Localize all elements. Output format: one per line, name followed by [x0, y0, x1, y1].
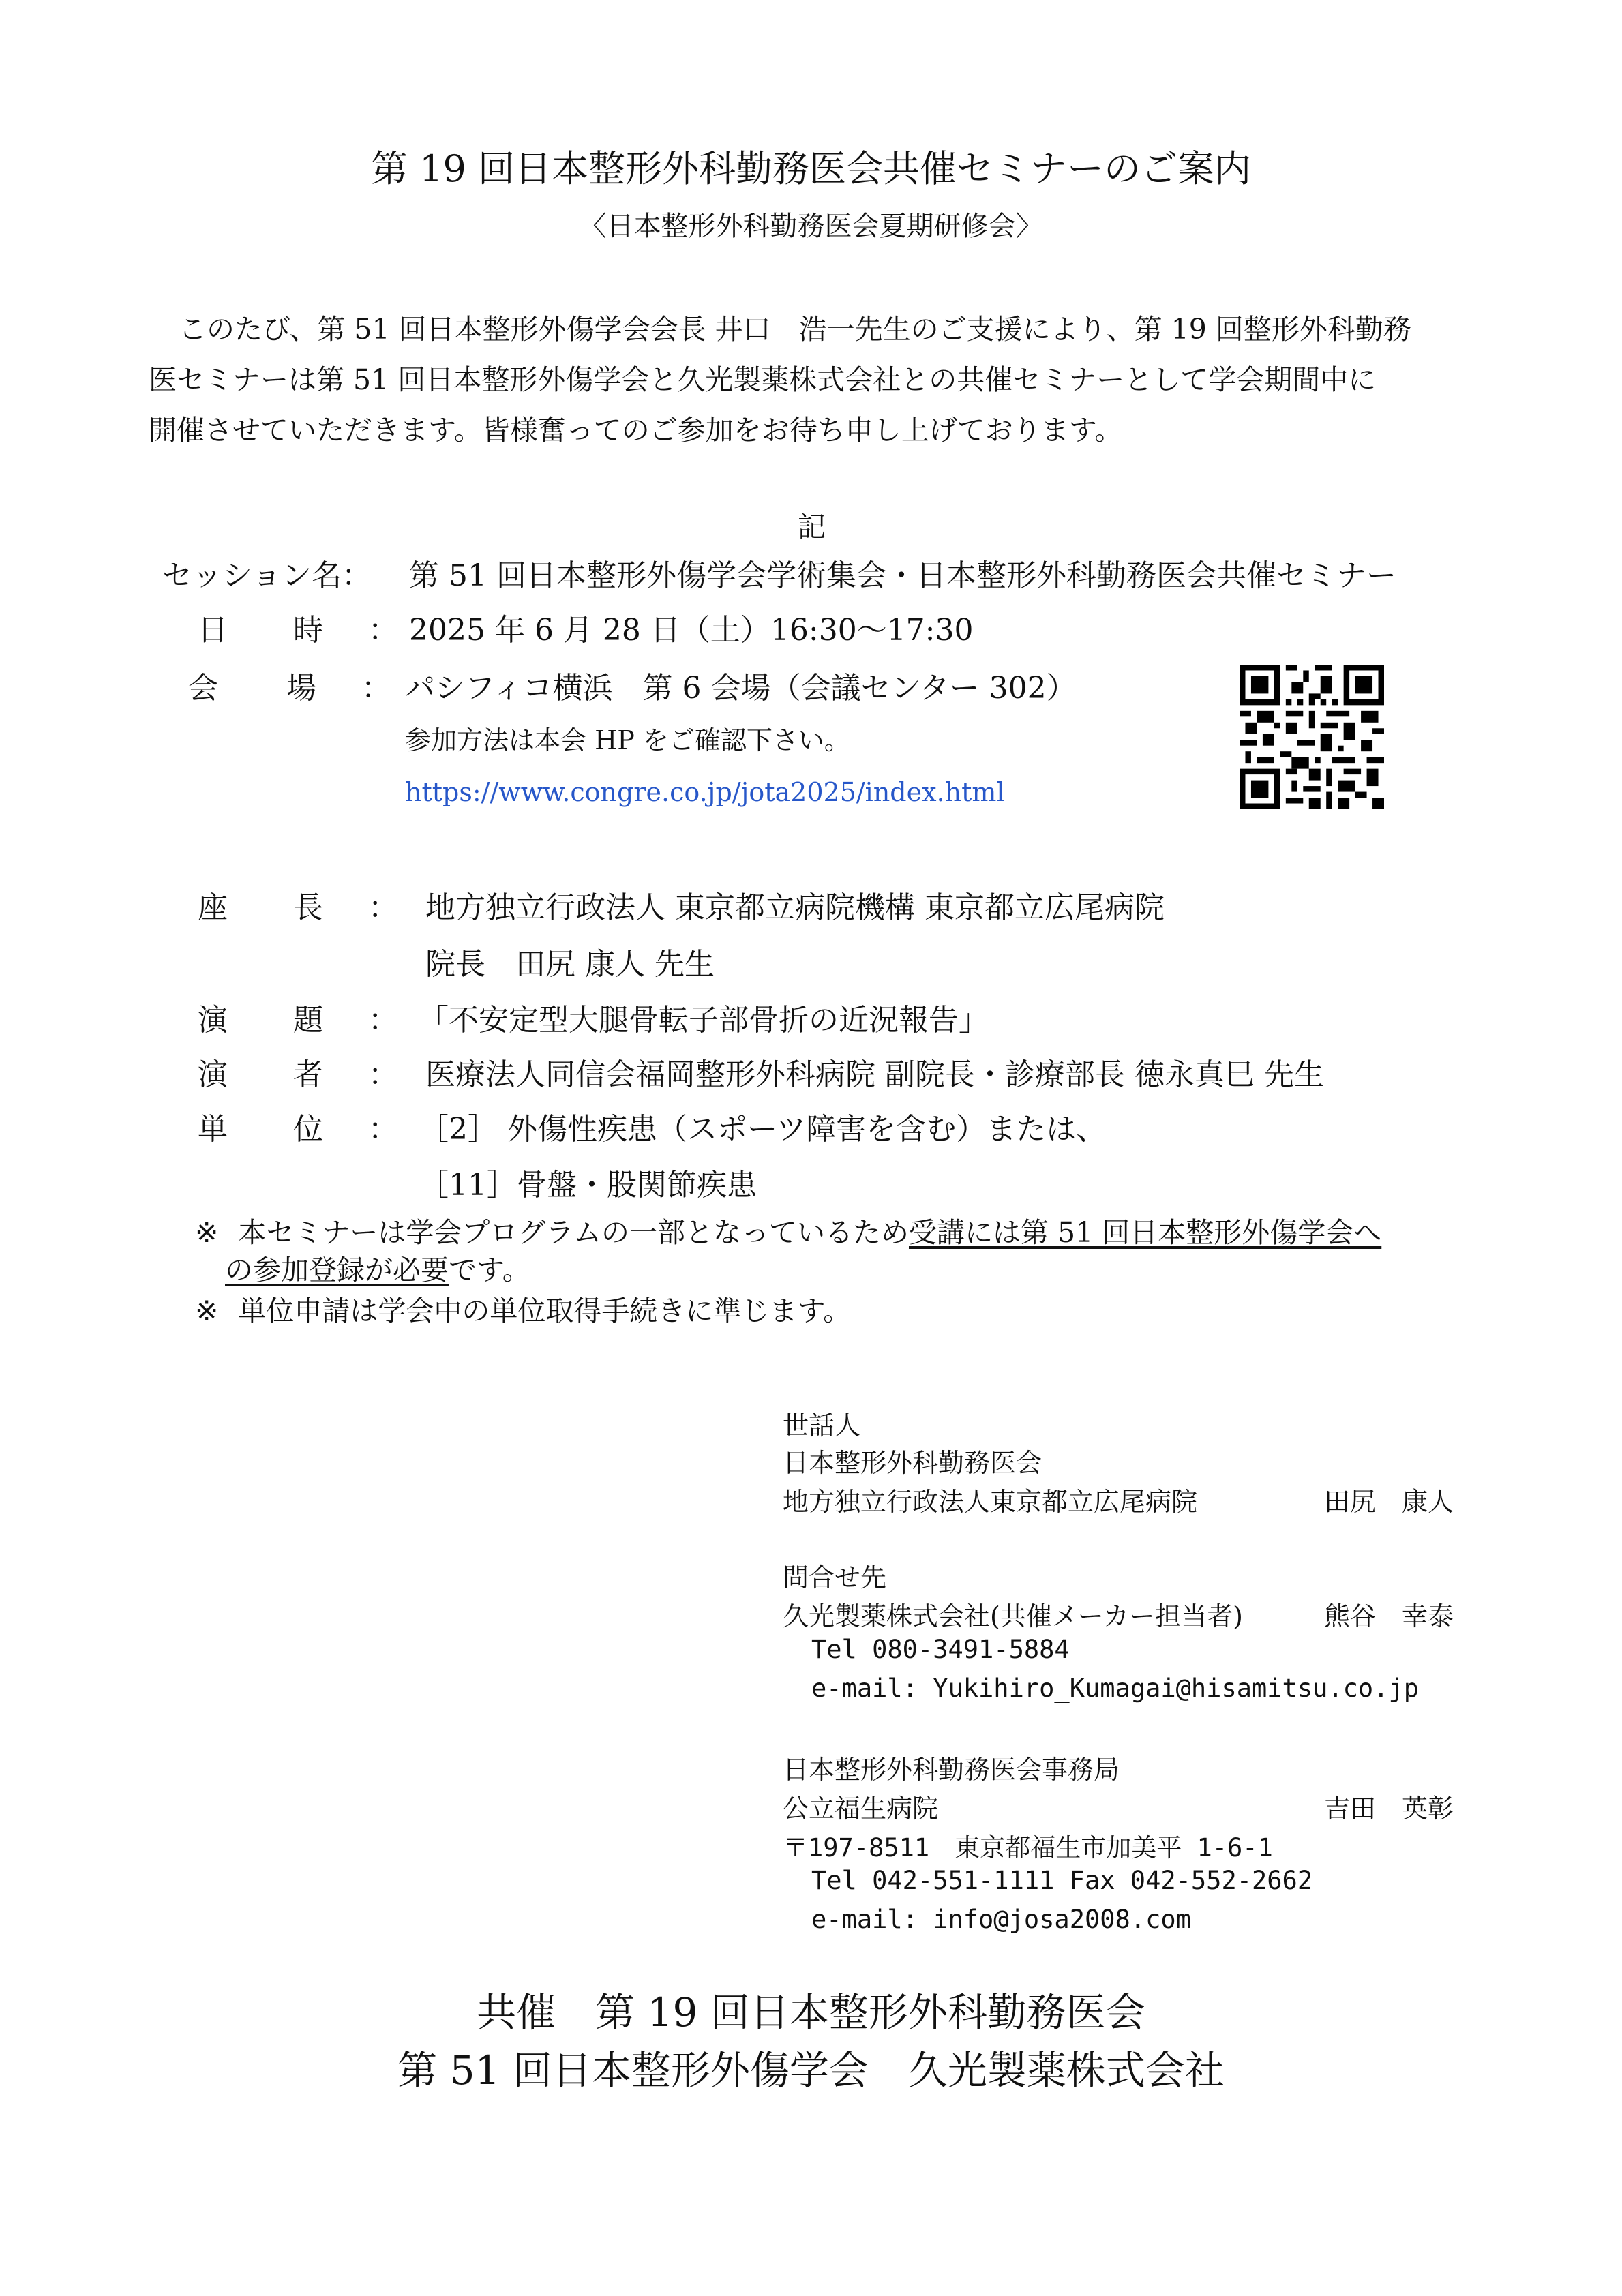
office-address: 〒197-8511 東京都福生市加美平 1-6-1 [783, 1833, 1273, 1862]
credit-line-2: ［11］骨盤・股関節疾患 [419, 1168, 757, 1203]
venue-value: パシフィコ横浜 第 6 会場（会議センター 302） [405, 671, 1077, 706]
page-title: 第 19 回日本整形外科勤務医会共催セミナーのご案内 [370, 147, 1252, 190]
venue-colon: ： [361, 671, 391, 706]
note-2 [195, 1288, 851, 1329]
inquiry-tel: Tel 080-3491-5884 [811, 1635, 1070, 1664]
venue-url-link[interactable]: https://www.congre.co.jp/jota2025/index.html [405, 777, 1005, 807]
date-value: 2025 年 6 月 28 日（土）16:30〜17:30 [409, 613, 974, 648]
venue-label-2: 場 [286, 671, 316, 706]
note-mark: ※ [195, 1216, 219, 1249]
inquiry-company: 久光製薬株式会社(共催メーカー担当者) [783, 1601, 1243, 1631]
session-value: 第 51 回日本整形外傷学会学術集会・日本整形外科勤務医会共催セミナー [409, 558, 1396, 593]
topic-colon: ： [368, 1003, 398, 1038]
chair-line-1: 地方独立行政法人 東京都立病院機構 東京都立広尾病院 [425, 890, 1165, 925]
office-email[interactable]: e-mail: info@josa2008.com [811, 1905, 1191, 1934]
credit-label-1: 単 [198, 1112, 228, 1147]
organizer-affil: 地方独立行政法人東京都立広尾病院 [783, 1487, 1198, 1517]
intro-line-3: 開催させていただきます。皆様奮ってのご参加をお待ち申し上げております。 [149, 414, 1123, 447]
topic-value: 「不安定型大腿骨転子部骨折の近況報告」 [419, 1003, 989, 1038]
note-mark: ※ [195, 1295, 219, 1327]
organizer-org: 日本整形外科勤務医会 [783, 1448, 1042, 1478]
speaker-label-2: 者 [293, 1057, 323, 1092]
note-2-text: 単位申請は学会中の単位取得手続きに準じます。 [238, 1295, 852, 1327]
chair-label-2: 長 [293, 890, 323, 925]
organizer-name: 田尻 康人 [1324, 1487, 1454, 1517]
page-subtitle: 〈日本整形外科勤務医会夏期研修会〉 [579, 211, 1043, 242]
note-1 [195, 1210, 1381, 1250]
credit-line-1: ［2］ 外傷性疾患（スポーツ障害を含む）または、 [419, 1112, 1107, 1147]
note-1-cont-underline: の参加登録が必要 [225, 1254, 449, 1286]
chair-label-1: 座 [198, 890, 228, 925]
speaker-colon: ： [368, 1057, 398, 1092]
venue-note: 参加方法は本会 HP をご確認下さい。 [405, 725, 850, 755]
intro-line-1: このたび、第 51 回日本整形外傷学会会長 井口 浩一先生のご支援により、第 19 回整形外科勤務 [179, 313, 1411, 346]
organizer-heading: 世話人 [783, 1410, 861, 1440]
qr-code-icon[interactable] [1240, 665, 1384, 809]
session-label: セッション名： [162, 558, 372, 593]
date-label-2: 時 [293, 613, 323, 648]
footer-line-2: 第 51 回日本整形外傷学会 久光製薬株式会社 [397, 2047, 1225, 2094]
note-1-underline: 受講には第 51 回日本整形外傷学会へ [909, 1216, 1382, 1249]
inquiry-email[interactable]: e-mail: Yukihiro_Kumagai@hisamitsu.co.jp [811, 1674, 1420, 1703]
intro-line-2: 医セミナーは第 51 回日本整形外傷学会と久光製薬株式会社との共催セミナーとして学会期間中に [149, 363, 1377, 396]
chair-colon: ： [368, 890, 398, 925]
note-1-cont-plain: です。 [449, 1254, 530, 1286]
office-name: 吉田 英彰 [1324, 1794, 1454, 1824]
topic-label-1: 演 [198, 1003, 228, 1038]
venue-label-1: 会 [188, 671, 218, 706]
credit-colon: ： [368, 1112, 398, 1147]
speaker-value: 医療法人同信会福岡整形外科病院 副院長・診療部長 徳永真巳 先生 [425, 1057, 1324, 1092]
note-1-continued [225, 1248, 530, 1288]
date-label-1: 日 [198, 613, 228, 648]
inquiry-name: 熊谷 幸泰 [1324, 1601, 1454, 1631]
office-tel: Tel 042-551-1111 Fax 042-552-2662 [811, 1866, 1313, 1895]
date-colon: ： [368, 613, 398, 648]
office-hospital: 公立福生病院 [783, 1794, 939, 1824]
credit-label-2: 位 [293, 1112, 323, 1147]
ki-heading: 記 [798, 511, 826, 543]
speaker-label-1: 演 [198, 1057, 228, 1092]
chair-line-2: 院長 田尻 康人 先生 [425, 947, 715, 982]
note-1-plain: 本セミナーは学会プログラムの一部となっているため [238, 1216, 909, 1249]
topic-label-2: 題 [293, 1003, 323, 1038]
inquiry-heading: 問合せ先 [783, 1562, 887, 1592]
footer-line-1: 共催 第 19 回日本整形外科勤務医会 [477, 1989, 1145, 2036]
office-heading: 日本整形外科勤務医会事務局 [783, 1755, 1120, 1785]
